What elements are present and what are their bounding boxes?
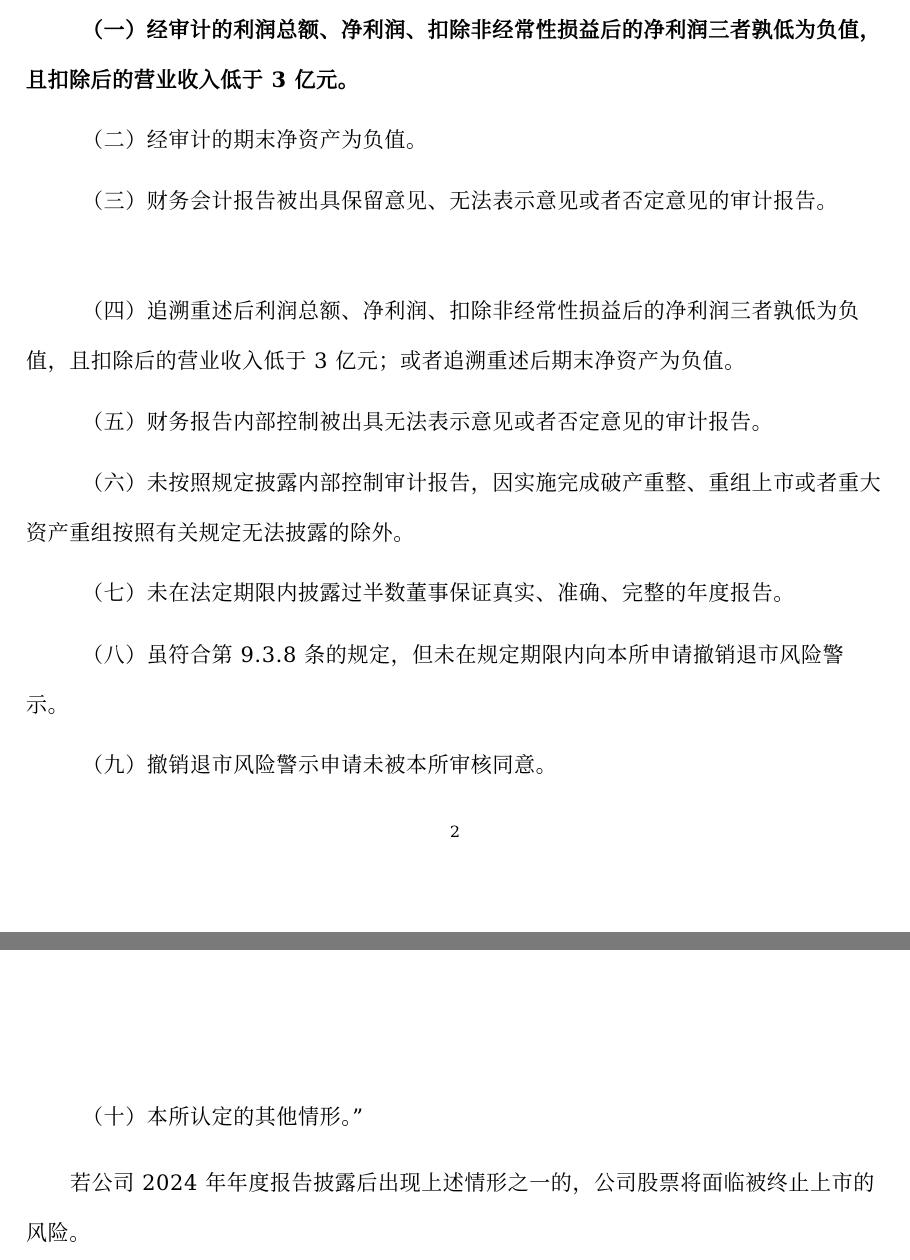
clause-1-text: （一）经审计的利润总额、净利润、扣除非经常性损益后的净利润三者孰低为负值，且扣除后的营业收入低于 3 亿元。 (26, 17, 882, 92)
clause-5 (26, 397, 886, 447)
clause-7-text: （七）未在法定期限内披露过半数董事保证真实、准确、完整的年度报告。 (82, 581, 795, 605)
clause-2-text: （二）经审计的期末净资产为负值。 (82, 128, 428, 152)
clause-3 (26, 176, 886, 226)
page-divider (0, 932, 910, 950)
clause-8 (26, 630, 886, 730)
clause-4-text: （四）追溯重述后利润总额、净利润、扣除非经常性损益后的净利润三者孰低为负值，且扣除后的营业收入低于 3 亿元；或者追溯重述后期末净资产为负值。 (26, 299, 860, 373)
clause-8-text: （八）虽符合第 9.3.8 条的规定，但未在规定期限内向本所申请撤销退市风险警示。 (26, 643, 845, 717)
risk-notice-text: 若公司 2024 年年度报告披露后出现上述情形之一的，公司股票将面临被终止上市的风险。 (26, 1171, 875, 1245)
clause-6-text: （六）未按照规定披露内部控制审计报告，因实施完成破产重整、重组上市或者重大资产重组按照有关规定无法披露的除外。 (26, 471, 882, 545)
clause-10 (26, 1092, 886, 1142)
clause-9-text: （九）撤销退市风险警示申请未被本所审核同意。 (82, 753, 558, 777)
clause-4 (26, 286, 886, 386)
document-page-3 (0, 950, 910, 1260)
clause-6 (26, 458, 886, 558)
clause-7 (26, 568, 886, 618)
clause-9 (26, 740, 886, 790)
page-number: 2 (449, 822, 461, 841)
risk-notice (26, 1158, 886, 1258)
clause-3-text: （三）财务会计报告被出具保留意见、无法表示意见或者否定意见的审计报告。 (82, 189, 838, 213)
clause-2 (26, 115, 886, 165)
clause-10-text: （十）本所认定的其他情形。” (82, 1105, 364, 1129)
clause-1 (26, 5, 886, 105)
clause-5-text: （五）财务报告内部控制被出具无法表示意见或者否定意见的审计报告。 (82, 410, 774, 434)
